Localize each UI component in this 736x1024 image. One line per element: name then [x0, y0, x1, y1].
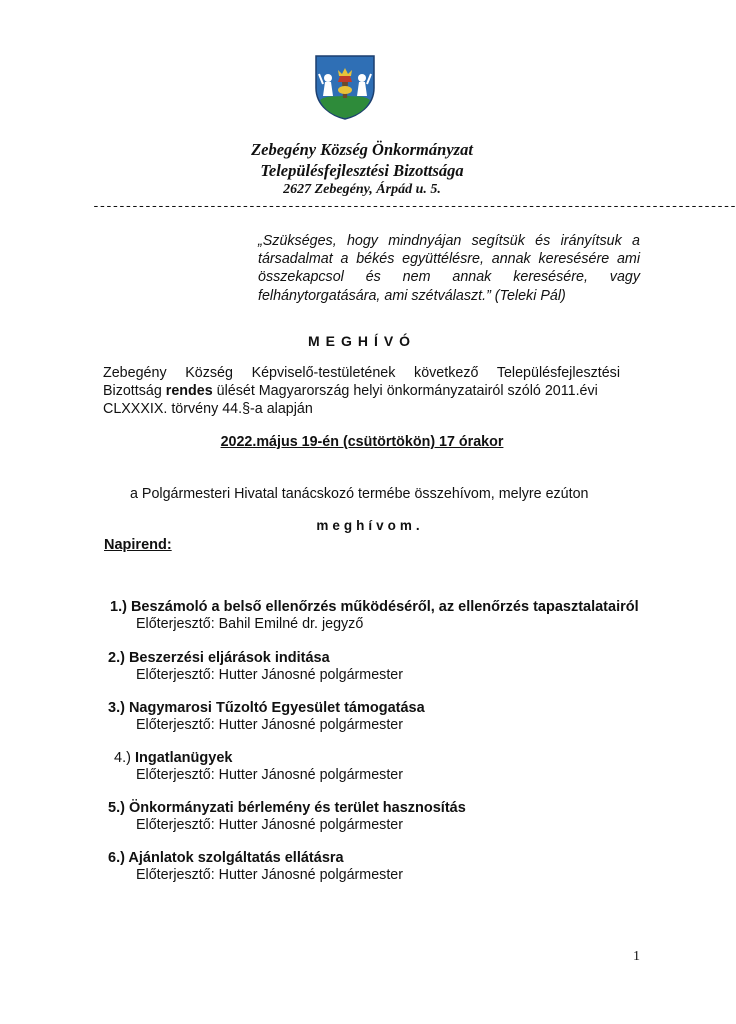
agenda-item-5-presenter: Előterjesztő: Hutter Jánosné polgármester [136, 817, 404, 833]
agenda-item-1-title: 1.) Beszámoló a belső ellenőrzés működéséről, az ellenőrzés tapasztalatairól [110, 599, 639, 615]
header-divider: --------------------------------------------------------------------------------------------------- [92, 199, 736, 214]
document-title: MEGHÍVÓ [307, 333, 417, 349]
intro-line-1: Zebegény Község Képviselő-testületének következő Településfejlesztési [103, 365, 620, 381]
motto-quote: „Szükséges, hogy mindnyájan segítsük és irányítsuk a társadalmat a békés együttélésre, annak keresésére ami összekapcsol és nem annak keresésére, vagy felhánytorgatására, ami szétválaszt.” (Teleki Pál) [258, 233, 640, 304]
agenda-label: Napirend: [104, 537, 172, 553]
intro-line-2-pre: Bizottság [103, 383, 166, 400]
agenda-item-4-presenter: Előterjesztő: Hutter Jánosné polgármester [136, 767, 404, 783]
invite-line: a Polgármesteri Hivatal tanácskozó termébe összehívom, melyre ezúton [130, 486, 589, 502]
agenda-item-4-title: 4.) Ingatlanügyek [114, 750, 233, 766]
agenda-item-3-presenter: Előterjesztő: Hutter Jánosné polgármester [136, 717, 404, 733]
intro-line-2-post: ülését Magyarország helyi önkormányzatairól szóló 2011.évi [212, 383, 598, 400]
agenda-item-1-presenter: Előterjesztő: Bahil Emilné dr. jegyző [136, 616, 364, 632]
agenda-item-6-presenter: Előterjesztő: Hutter Jánosné polgármester [136, 867, 404, 883]
page-number: 1 [633, 949, 640, 964]
agenda-item-2-presenter: Előterjesztő: Hutter Jánosné polgármester [136, 667, 404, 683]
agenda-item-6-title: 6.) Ajánlatok szolgáltatás ellátásra [108, 850, 344, 866]
invite-word: meghívom. [316, 518, 424, 533]
coat-of-arms-logo [314, 54, 376, 120]
meeting-date: 2022.május 19-én (csütörtökön) 17 órakor [220, 434, 504, 450]
intro-line-3: CLXXXIX. törvény 44.§-a alapján [103, 401, 313, 418]
office-address: 2627 Zebegény, Árpád u. 5. [283, 182, 441, 197]
intro-line-2-bold: rendes [165, 383, 213, 400]
committee-name: Településfejlesztési Bizottsága [260, 161, 464, 180]
agenda-item-5-title: 5.) Önkormányzati bérlemény és terület hasznosítás [108, 800, 466, 816]
intro-paragraph [103, 364, 620, 419]
office-name: Zebegény Község Önkormányzat [251, 140, 473, 159]
intro-line-2 [103, 382, 620, 400]
agenda-item-3-title: 3.) Nagymarosi Tűzoltó Egyesület támogatása [108, 700, 425, 716]
agenda-item-2-title: 2.) Beszerzési eljárások inditása [108, 650, 330, 666]
